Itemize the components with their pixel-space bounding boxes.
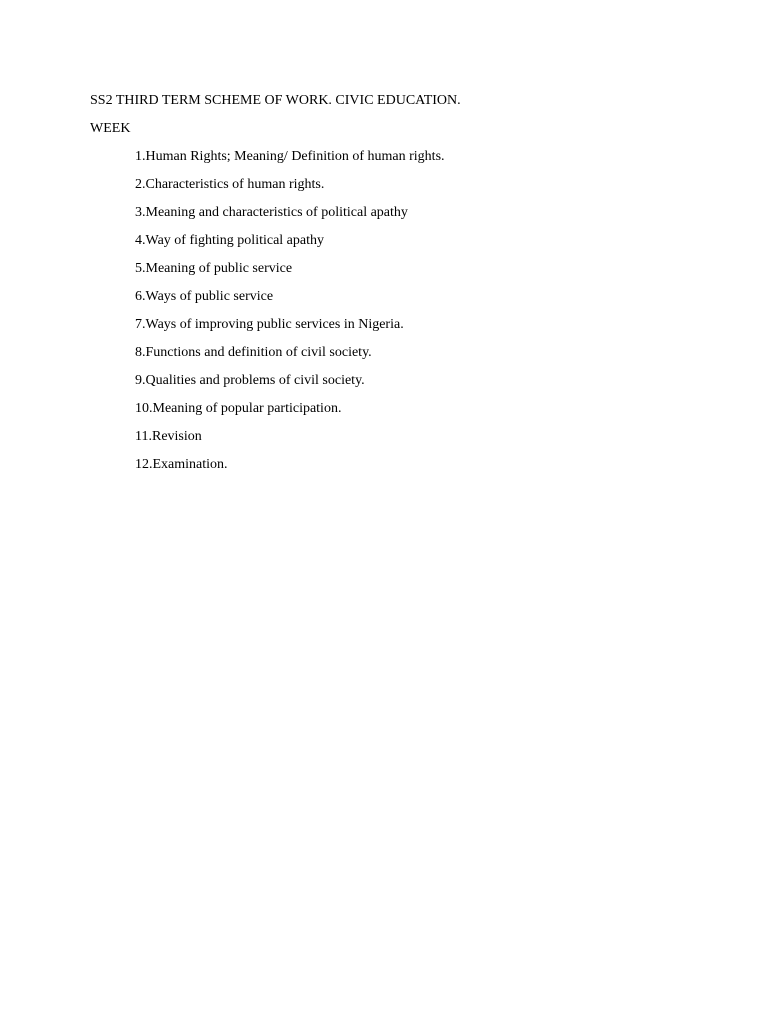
week-item-5: 5.Meaning of public service — [135, 261, 293, 276]
document-title: SS2 THIRD TERM SCHEME OF WORK. CIVIC EDUCATION. — [90, 93, 461, 108]
week-item-1: 1.Human Rights; Meaning/ Definition of human rights. — [135, 149, 445, 164]
week-item-12: 12.Examination. — [135, 457, 228, 472]
week-item-10: 10.Meaning of popular participation. — [135, 401, 342, 416]
week-label: WEEK — [90, 121, 131, 136]
week-list — [135, 148, 445, 484]
week-item-4: 4.Way of fighting political apathy — [135, 233, 324, 248]
week-item-6: 6.Ways of public service — [135, 289, 274, 304]
week-item-8: 8.Functions and definition of civil society. — [135, 345, 372, 360]
week-item-7: 7.Ways of improving public services in Nigeria. — [135, 317, 404, 332]
week-item-9: 9.Qualities and problems of civil society. — [135, 373, 365, 388]
week-item-11: 11.Revision — [135, 429, 202, 444]
week-item-2: 2.Characteristics of human rights. — [135, 177, 325, 192]
week-item-3: 3.Meaning and characteristics of political apathy — [135, 205, 408, 220]
